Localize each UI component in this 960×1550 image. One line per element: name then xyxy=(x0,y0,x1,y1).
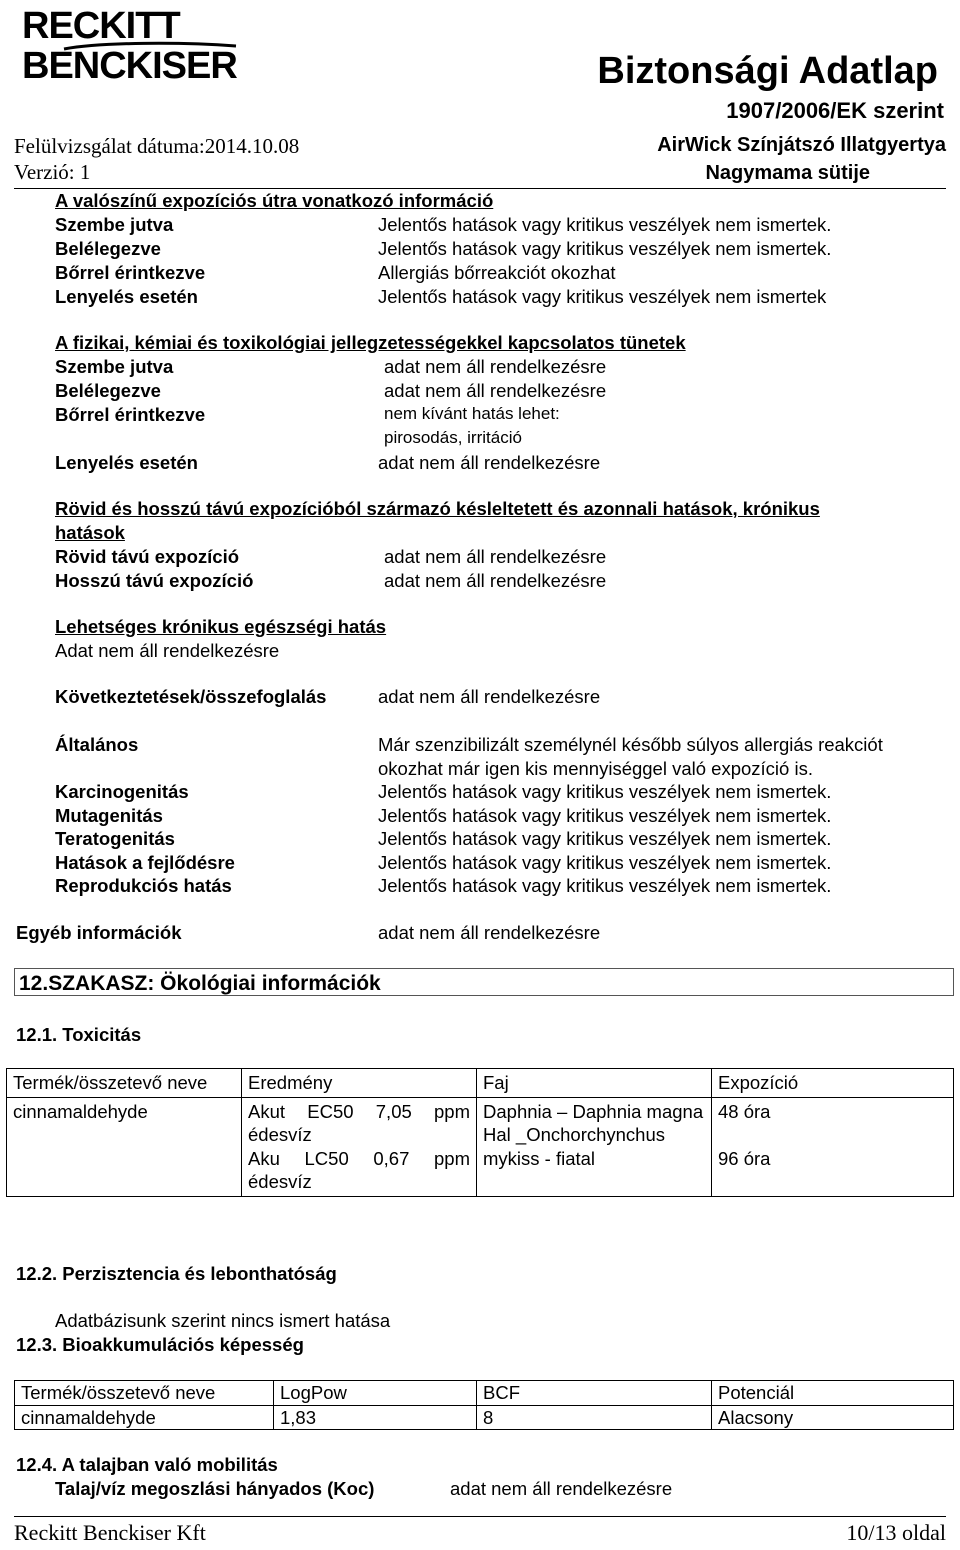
document-title: Biztonsági Adatlap xyxy=(597,50,938,92)
symptom-value: nem kívánt hatás lehet: xyxy=(384,404,560,423)
table-cell-result xyxy=(242,1097,477,1196)
table-header-cell: Termék/összetevő neve xyxy=(7,1069,242,1098)
table-cell: Alacsony xyxy=(712,1405,954,1430)
general-value-cont: okozhat már igen kis mennyiséggel való expozíció is. xyxy=(378,758,813,779)
toxicity-table xyxy=(6,1068,954,1197)
company-logo xyxy=(22,4,244,88)
regulation-label: 1907/2006/EK szerint xyxy=(726,98,944,123)
table-header-cell: Faj xyxy=(477,1069,712,1098)
product-name: AirWick Színjátszó Illatgyertya xyxy=(657,134,946,156)
route-value: Jelentős hatások vagy kritikus veszélyek nem ismertek. xyxy=(378,214,832,235)
species-item: Hal _Onchorchynchus mykiss - fiatal xyxy=(483,1124,666,1169)
table-header-cell: Expozíció xyxy=(712,1069,954,1098)
route-label: Bőrrel érintkezve xyxy=(55,262,206,283)
section-12-banner xyxy=(14,968,954,996)
bioaccumulation-table xyxy=(14,1380,954,1430)
effect-label: Reprodukciós hatás xyxy=(55,875,232,896)
general-label: Általános xyxy=(55,734,139,755)
result-item: Akut EC50 7,05 ppm édesvíz xyxy=(248,1100,470,1145)
effect-value: Jelentős hatások vagy kritikus veszélyek nem ismertek. xyxy=(378,852,832,873)
toxicity-heading: 12.1. Toxicitás xyxy=(16,1024,142,1045)
table-header-cell: LogPow xyxy=(274,1381,477,1406)
route-value: Jelentős hatások vagy kritikus veszélyek nem ismertek xyxy=(378,286,827,307)
delayed-effects-heading-cont: hatások xyxy=(55,522,125,543)
effect-label: Mutagenitás xyxy=(55,805,163,826)
koc-value: adat nem áll rendelkezésre xyxy=(450,1478,673,1499)
koc-label: Talaj/víz megoszlási hányados (Koc) xyxy=(55,1478,375,1499)
table-cell-species xyxy=(477,1097,712,1196)
species-item: Daphnia – Daphnia magna xyxy=(483,1100,704,1122)
footer-company: Reckitt Benckiser Kft xyxy=(14,1520,206,1545)
chronic-value: Adat nem áll rendelkezésre xyxy=(55,640,280,661)
exposure-item: 96 óra xyxy=(718,1147,771,1169)
logo-line-2: BENCKISER xyxy=(22,45,237,87)
effect-label: Teratogenitás xyxy=(55,828,175,849)
general-value: Már szenzibilizált személynél később súlyos allergiás reakciót xyxy=(378,734,883,755)
route-label: Szembe jutva xyxy=(55,214,174,235)
table-cell: 1,83 xyxy=(274,1405,477,1430)
table-row xyxy=(15,1405,954,1430)
table-header-row xyxy=(7,1069,954,1098)
chronic-heading: Lehetséges krónikus egészségi hatás xyxy=(55,616,387,637)
table-cell: cinnamaldehyde xyxy=(15,1405,274,1430)
revision-date: Felülvizsgálat dátuma:2014.10.08 xyxy=(14,134,300,158)
effect-value: Jelentős hatások vagy kritikus veszélyek nem ismertek. xyxy=(378,828,832,849)
header-divider xyxy=(14,188,946,189)
product-variant: Nagymama sütije xyxy=(705,162,870,184)
section-12-title: 12.SZAKASZ: Ökológiai információk xyxy=(19,972,381,995)
delayed-value: adat nem áll rendelkezésre xyxy=(384,546,607,567)
conclusions-label: Következtetések/összefoglalás xyxy=(55,686,327,707)
symptom-label: Belélegezve xyxy=(55,380,161,401)
version-label: Verzió: 1 xyxy=(14,160,91,184)
route-value: Allergiás bőrreakciót okozhat xyxy=(378,262,616,283)
symptom-value: adat nem áll rendelkezésre xyxy=(384,356,607,377)
symptom-label: Szembe jutva xyxy=(55,356,174,377)
symptom-label: Bőrrel érintkezve xyxy=(55,404,206,425)
table-header-cell: Eredmény xyxy=(242,1069,477,1098)
bioaccumulation-heading: 12.3. Bioakkumulációs képesség xyxy=(16,1334,304,1355)
other-info-value: adat nem áll rendelkezésre xyxy=(378,922,601,943)
conclusions-value: adat nem áll rendelkezésre xyxy=(378,686,601,707)
delayed-label: Rövid távú expozíció xyxy=(55,546,240,567)
mobility-heading: 12.4. A talajban való mobilitás xyxy=(16,1454,278,1475)
effect-value: Jelentős hatások vagy kritikus veszélyek nem ismertek. xyxy=(378,805,832,826)
effect-label: Karcinogenitás xyxy=(55,781,189,802)
route-value: Jelentős hatások vagy kritikus veszélyek nem ismertek. xyxy=(378,238,832,259)
table-header-cell: Termék/összetevő neve xyxy=(15,1381,274,1406)
delayed-value: adat nem áll rendelkezésre xyxy=(384,570,607,591)
symptom-value: adat nem áll rendelkezésre xyxy=(378,452,601,473)
exposure-routes-heading: A valószínű expozíciós útra vonatkozó információ xyxy=(55,190,494,211)
footer-divider xyxy=(14,1516,946,1517)
footer-page-number: 10/13 oldal xyxy=(846,1520,946,1545)
effect-value: Jelentős hatások vagy kritikus veszélyek nem ismertek. xyxy=(378,781,832,802)
logo-line-1: RECKITT xyxy=(22,5,180,47)
table-cell-exposure xyxy=(712,1097,954,1196)
route-label: Lenyelés esetén xyxy=(55,286,198,307)
delayed-label: Hosszú távú expozíció xyxy=(55,570,254,591)
table-cell-name: cinnamaldehyde xyxy=(7,1097,242,1196)
symptoms-heading: A fizikai, kémiai és toxikológiai jellegzetességekkel kapcsolatos tünetek xyxy=(55,332,686,353)
symptom-label: Lenyelés esetén xyxy=(55,452,198,473)
persistence-heading: 12.2. Perzisztencia és lebonthatóság xyxy=(16,1263,337,1284)
symptom-value: adat nem áll rendelkezésre xyxy=(384,380,607,401)
persistence-value: Adatbázisunk szerint nincs ismert hatása xyxy=(55,1310,391,1331)
exposure-item: 48 óra xyxy=(718,1100,771,1122)
route-label: Belélegezve xyxy=(55,238,161,259)
other-info-label: Egyéb információk xyxy=(16,922,182,943)
effect-value: Jelentős hatások vagy kritikus veszélyek nem ismertek. xyxy=(378,875,832,896)
table-header-row xyxy=(15,1381,954,1406)
symptom-value-detail: pirosodás, irritáció xyxy=(384,428,522,447)
table-header-cell: BCF xyxy=(477,1381,712,1406)
table-header-cell: Potenciál xyxy=(712,1381,954,1406)
result-item: Aku LC50 0,67 ppm édesvíz xyxy=(248,1147,470,1192)
table-cell: 8 xyxy=(477,1405,712,1430)
delayed-effects-heading: Rövid és hosszú távú expozícióból származó késleltetett és azonnali hatások, krónikus xyxy=(55,498,820,519)
effect-label: Hatások a fejlődésre xyxy=(55,852,235,873)
table-row xyxy=(7,1097,954,1196)
